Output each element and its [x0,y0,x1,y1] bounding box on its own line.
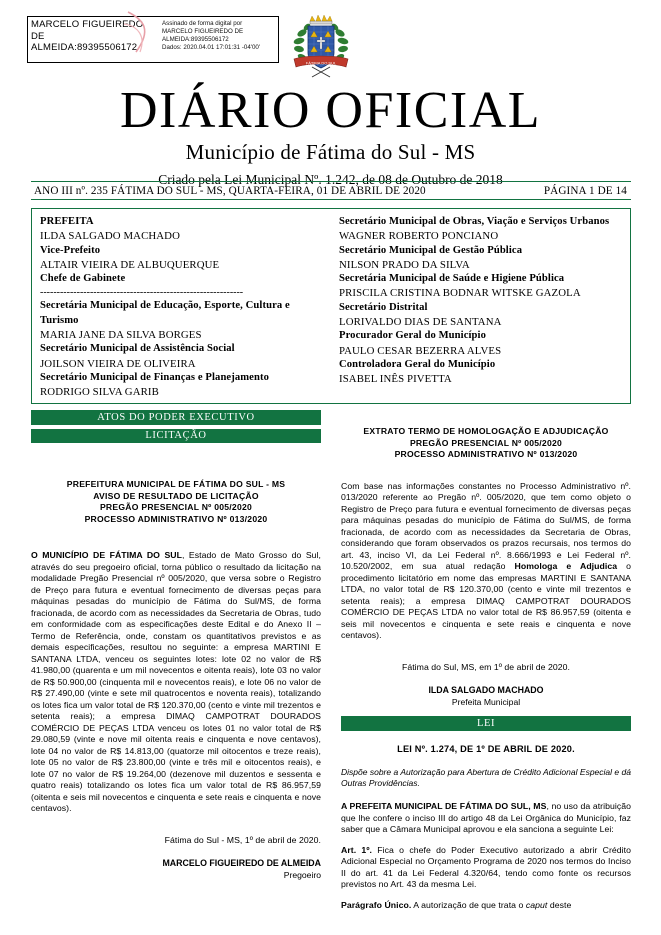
signature-subject-line-2: DE [31,30,45,42]
official-role: Secretário Municipal de Finanças e Planejamento [40,371,270,383]
svg-text:FÁTIMA DO SUL: FÁTIMA DO SUL [305,60,337,66]
official-person: PRISCILA CRISTINA BODNAR WITSKE GAZOLA [339,287,581,300]
law-sole-paragraph-text-b: deste [547,899,572,910]
officials-column-right [331,213,630,403]
masthead-creation-law: Criado pela Lei Municipal Nº. 1.242, de 08 de Outubro de 2018 [158,172,503,187]
official-role: Secretário Municipal de Gestão Pública [339,244,523,256]
notice-body [31,550,321,815]
official-role: Vice-Prefeito [40,244,101,256]
notice-heading-line-3: PREGÃO PRESENCIAL Nº 005/2020 [99,502,253,513]
official-person: ILDA SALGADO MACHADO [40,230,180,243]
digital-signature-stamp [27,16,279,63]
notice-heading-line-2: AVISO DE RESULTADO DE LICITAÇÃO [93,490,259,501]
notice-body-lead: O MUNICÍPIO DE FÁTIMA DO SUL [31,550,182,561]
extract-signer-role: Prefeita Municipal [451,696,521,707]
column-right [341,410,631,911]
extract-signer-name: ILDA SALGADO MACHADO [428,685,544,696]
coat-of-arms-icon [290,15,352,81]
page-title: DIÁRIO OFICIAL [119,82,542,139]
official-role: Procurador Geral do Município [339,330,486,342]
official-person: NILSON PRADO DA SILVA [339,258,470,271]
official-role: Secretária Municipal de Educação, Esporte, Cultura e Turismo [40,300,290,326]
extract-body-part1: Com base nas informações constantes no Processo Administrativo nº. 013/2020 referente ao Pregão nº. 005/2020, que tem como objeto o Registro de Preço para futura e eventual fornecimento de diversas peças para máquinas pesadas do município de Fátima do Sul/MS, de forma fracionada, de acordo com as necessidades da Secretaria de Obras, considerando que foram observados os prazos recursais, nos termos do art. 43, inciso VI, da Lei Federal nº. 8.666/1993 e Lei Federal nº. 10.520/2002, em sua atual redação [341,480,631,572]
official-person: ALTAIR VIEIRA DE ALBUQUERQUE [40,258,220,271]
official-role: PREFEITA [40,216,94,227]
issue-info-bar [31,181,631,200]
signature-subject-line-3: ALMEIDA:89395506172 [31,42,138,53]
extract-body-part2: o procedimento licitatório em nome das empresas MARTINI E SANTANA LTDA, no valor total de R$ 120.370,00 (cento e vinte mil trezentos e setenta reais); a empresa DIMAQ CAMPOTRAT DOURADOS COMÉRCIO DE PEÇAS LTDA no valor total de R$ 86.957,59 (oitenta e seis mil novecentos e cinquenta e sete reais e cinquenta e nove centavos). [341,561,631,641]
notice-place-date: Fátima do Sul - MS, 1º de abril de 2020. [164,834,321,845]
notice-heading-line-4: PROCESSO ADMINISTRATIVO Nº 013/2020 [84,513,268,524]
extract-heading-line-1: EXTRATO TERMO DE HOMOLOGAÇÃO E ADJUDICAÇÃO [363,426,609,436]
signature-detail-line-3: ALMEIDA:89395506172 [162,36,229,44]
column-left [31,410,321,881]
officials-divider: ------------------------------------------------------------- [40,287,244,299]
law-title: LEI Nº. 1.274, DE 1º DE ABRIL DE 2020. [397,743,575,754]
official-person: RODRIGO SILVA GARIB [40,386,159,399]
section-bar-atos: ATOS DO PODER EXECUTIVO [31,410,321,425]
law-preamble-rest: , no uso da atribuição que lhe confere o inciso III do artigo 48 da Lei Orgânica do Município, faz saber que a Câmara Municipal aprovou e ela sanciona a seguinte Lei: [341,801,631,835]
law-preamble-lead: A PREFEITA MUNICIPAL DE FÁTIMA DO SUL, MS [341,801,547,812]
law-article-1-label: Art. 1º. [341,844,373,855]
extract-heading-line-3: PROCESSO ADMINISTRATIVO Nº 013/2020 [394,449,578,460]
law-article-1-text: Fica o chefe do Poder Executivo autorizado a abrir Crédito Adicional Especial no Orçamento Programa de 2020 nos termos do Inciso II do art. 41 da Lei Federal 4.320/64, tendo como fonte os recursos previstos no Art. 43 da mesma Lei. [341,844,631,890]
extract-body [341,481,631,642]
notice-signer-name: MARCELO FIGUEIREDO DE ALMEIDA [162,858,321,869]
notice-signer-role: Pregoeiro [283,869,321,880]
extract-place-date: Fátima do Sul, MS, em 1º de abril de 2020. [401,661,570,672]
official-person: PAULO CESAR BEZERRA ALVES [339,344,502,357]
law-sole-paragraph-label: Parágrafo Único. [341,899,412,910]
officials-box [31,208,631,404]
extract-heading-line-2: PREGÃO PRESENCIAL Nº 005/2020 [409,437,563,448]
notice-heading-line-1: PREFEITURA MUNICIPAL DE FÁTIMA DO SUL - MS [66,479,286,489]
official-role: Secretária Municipal de Saúde e Higiene Pública [339,273,565,285]
official-person: WAGNER ROBERTO PONCIANO [339,230,499,243]
official-role: Secretário Municipal de Obras, Viação e Serviços Urbanos [339,216,610,227]
issue-info-left: ANO III nº. 235 FÁTIMA DO SUL - MS, QUARTA-FEIRA, 01 DE ABRIL DE 2020 [34,184,426,197]
official-role: Chefe de Gabinete [40,273,126,285]
signature-detail-line-1: Assinado de forma digital por [162,20,243,27]
masthead [0,84,661,190]
official-person: ISABEL INÊS PIVETTA [339,373,452,386]
official-person: LORIVALDO DIAS DE SANTANA [339,316,502,329]
signature-subject [28,17,158,62]
section-bar-licitacao: LICITAÇÃO [31,429,321,444]
notice-heading [31,479,321,525]
issue-page-number: PÁGINA 1 DE 14 [543,184,627,197]
signature-subject-line-1: MARCELO FIGUEIREDO [31,19,144,30]
officials-column-left [32,213,331,403]
official-person: JOILSON VIEIRA DE OLIVEIRA [40,357,196,370]
law-sole-paragraph [341,900,631,912]
law-article-1 [341,845,631,891]
extract-body-bold: Homologa e Adjudica [514,561,618,572]
signature-detail-line-2: MARCELO FIGUEIREDO DE [162,28,244,36]
masthead-subtitle: Município de Fátima do Sul - MS [185,140,476,164]
official-role: Controladora Geral do Município [339,358,496,370]
extract-heading [341,426,631,461]
official-role: Secretário Municipal de Assistência Social [40,343,235,355]
law-sole-paragraph-caput: caput [525,899,548,910]
law-sole-paragraph-text-a: A autorização de que trata o [411,899,526,910]
body-columns [31,410,631,930]
notice-body-rest: , Estado de Mato Grosso do Sul, através do seu pregoeiro oficial, torna público o resultado da licitação na modalidade Pregão Presencial nº 005/2020, que versa sobre o Registro de Preço para futura e eventual fornecimento de diversas peças para máquinas pesadas do município de Fátima do Sul/MS, de forma fracionada, de acordo com as necessidades da Secretaria de Obras, tudo em conformidade com as especificações deste Edital e do Anexo II – Termo de Referência, onde, constam os quantitativos previstos e as demais especificações, resultou no seguinte: a empresa MARTINI E SANTANA LTDA, venceu os seguintes lotes: lote 02 no valor de R$ 41.980,00 (quarenta e um mil novecentos e oitenta reais), lote 03 no valor de R$ 50.900,00 (cinquenta mil e novecentos reais), e lote 06 no valor de R$ 27.490,00 (vinte e sete mil quatrocentos e noventa reais), totalizando os lotes fica um valor total de R$ 120.370,00 (cento e vinte mil trezentos e setenta reais); a empresa DIMAQ CAMPOTRAT DOURADOS COMÉRCIO DE PEÇAS LTDA venceu os lotes 01 no valor total de R$ 29.080,59 (vinte e nove mil oitenta reais e cinquenta e nove centavos), lote 04 no valor de R$ 14.813,00 (quatorze mil oitocentos e treze reais), lote 05 no valor de R$ 23.800,00 (vinte e três mil e oitocentos reais), e lote 07 no valor de R$ 19.264,00 (dezenove mil duzentos e sessenta e quatro reais) totalizando os lotes fica um valor total de R$ 86.957,59 (oitenta e seis mil novecentos e cinquenta e sete reais e cinquenta e nove centavos). [31,550,321,814]
signature-detail-line-4: Dados: 2020.04.01 17:01:31 -04'00' [162,44,261,52]
official-role: Secretário Distrital [339,301,428,313]
law-preamble [341,801,631,836]
law-ementa: Dispõe sobre a Autorização para Abertura de Crédito Adicional Especial e dá Outras Providências. [341,766,631,788]
official-person: MARIA JANE DA SILVA BORGES [40,329,202,342]
signature-details [158,17,278,62]
section-bar-lei: LEI [341,716,631,731]
